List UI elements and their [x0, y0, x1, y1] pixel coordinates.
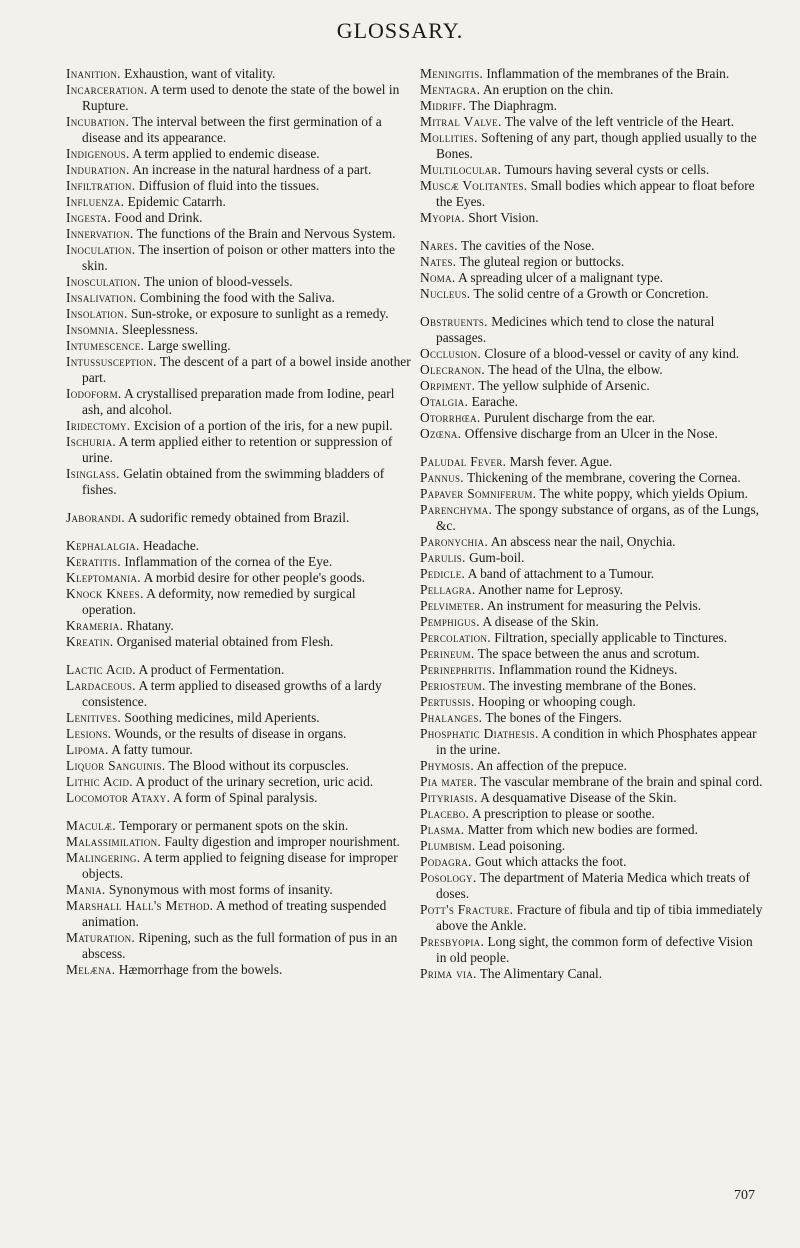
glossary-entry — [420, 394, 766, 410]
glossary-term: Incarceration. — [66, 82, 148, 97]
glossary-entry — [66, 554, 412, 570]
glossary-entry — [420, 630, 766, 646]
glossary-term: Olecranon. — [420, 362, 486, 377]
glossary-entry — [420, 694, 766, 710]
glossary-term: Paludal Fever. — [420, 454, 507, 469]
glossary-term: Mollities. — [420, 130, 478, 145]
right-column — [420, 66, 766, 982]
glossary-definition: An instrument for measuring the Pelvis. — [486, 598, 702, 613]
glossary-term: Meningitis. — [420, 66, 484, 81]
glossary-entry — [420, 346, 766, 362]
glossary-term: Maculæ. — [66, 818, 116, 833]
glossary-definition: Softening of any part, though applied usually to the Bones. — [436, 130, 757, 161]
glossary-entry — [66, 570, 412, 586]
glossary-term: Pertussis. — [420, 694, 475, 709]
glossary-definition: A morbid desire for other people's goods. — [143, 570, 366, 585]
glossary-term: Pemphigus. — [420, 614, 480, 629]
glossary-definition: An abscess near the nail, Onychia. — [490, 534, 676, 549]
glossary-term: Ozœna. — [420, 426, 462, 441]
glossary-term: Nares. — [420, 238, 458, 253]
glossary-term: Iridectomy. — [66, 418, 131, 433]
glossary-term: Myopia. — [420, 210, 465, 225]
glossary-term: Maturation. — [66, 930, 136, 945]
glossary-term: Knock Knees. — [66, 586, 144, 601]
glossary-definition: A term applied to diseased growths of a lardy consistence. — [82, 678, 382, 709]
glossary-term: Muscæ Volitantes. — [420, 178, 528, 193]
glossary-term: Obstruents. — [420, 314, 488, 329]
glossary-definition: An eruption on the chin. — [482, 82, 614, 97]
glossary-entry — [420, 178, 766, 210]
glossary-term: Insomnia. — [66, 322, 119, 337]
glossary-entry — [66, 162, 412, 178]
glossary-definition: Marsh fever. Ague. — [509, 454, 613, 469]
glossary-term: Insolation. — [66, 306, 128, 321]
glossary-definition: The interval between the first germination of a disease and its appearance. — [82, 114, 382, 145]
glossary-entry — [420, 710, 766, 726]
glossary-entry — [66, 194, 412, 210]
glossary-entry — [66, 818, 412, 834]
page-header: GLOSSARY. — [336, 18, 464, 43]
section-gap — [66, 498, 412, 510]
glossary-definition: Thickening of the membrane, covering the Cornea. — [467, 470, 741, 485]
glossary-entry — [66, 290, 412, 306]
glossary-entry — [66, 274, 412, 290]
glossary-definition: Sun-stroke, or exposure to sunlight as a remedy. — [130, 306, 389, 321]
glossary-definition: Gum-boil. — [469, 550, 525, 565]
glossary-term: Parulis. — [420, 550, 466, 565]
glossary-entry — [420, 426, 766, 442]
glossary-term: Perinephritis. — [420, 662, 496, 677]
glossary-entry — [420, 210, 766, 226]
glossary-term: Presbyopia. — [420, 934, 485, 949]
glossary-entry — [66, 466, 412, 498]
glossary-entry — [66, 434, 412, 466]
glossary-term: Multilocular. — [420, 162, 502, 177]
glossary-entry — [66, 850, 412, 882]
glossary-term: Kephalalgia. — [66, 538, 140, 553]
glossary-term: Pott's Fracture. — [420, 902, 514, 917]
glossary-entry — [420, 966, 766, 982]
glossary-term: Noma. — [420, 270, 456, 285]
glossary-entry — [66, 962, 412, 978]
glossary-entry — [420, 902, 766, 934]
glossary-entry — [66, 538, 412, 554]
glossary-entry — [420, 726, 766, 758]
glossary-definition: A term applied either to retention or suppression of urine. — [82, 434, 393, 465]
glossary-definition: A desquamative Disease of the Skin. — [480, 790, 677, 805]
glossary-entry — [420, 582, 766, 598]
glossary-term: Inoculation. — [66, 242, 136, 257]
glossary-entry — [420, 790, 766, 806]
glossary-definition: An affection of the prepuce. — [476, 758, 627, 773]
glossary-entry — [420, 822, 766, 838]
glossary-term: Malingering. — [66, 850, 141, 865]
section-gap — [420, 226, 766, 238]
glossary-term: Pannus. — [420, 470, 464, 485]
glossary-definition: The union of blood-vessels. — [143, 274, 293, 289]
glossary-definition: Medicines which tend to close the natural passages. — [436, 314, 715, 345]
glossary-definition: A sudorific remedy obtained from Brazil. — [127, 510, 350, 525]
glossary-definition: A prescription to please or soothe. — [471, 806, 655, 821]
glossary-term: Incubation. — [66, 114, 130, 129]
glossary-entry — [66, 146, 412, 162]
glossary-term: Mentagra. — [420, 82, 481, 97]
glossary-entry — [66, 774, 412, 790]
glossary-term: Pedicle. — [420, 566, 466, 581]
glossary-definition: The Diaphragm. — [469, 98, 558, 113]
glossary-term: Indigenous. — [66, 146, 130, 161]
glossary-definition: The department of Materia Medica which treats of doses. — [436, 870, 750, 901]
glossary-definition: Long sight, the common form of defective Vision in old people. — [436, 934, 753, 965]
glossary-entry — [420, 162, 766, 178]
section-gap — [66, 806, 412, 818]
glossary-entry — [66, 114, 412, 146]
glossary-entry — [420, 254, 766, 270]
glossary-entry — [66, 338, 412, 354]
glossary-definition: Organised material obtained from Flesh. — [116, 634, 334, 649]
glossary-definition: A fatty tumour. — [111, 742, 193, 757]
glossary-term: Orpiment. — [420, 378, 476, 393]
glossary-definition: Ripening, such as the full formation of pus in an abscess. — [82, 930, 398, 961]
glossary-term: Percolation. — [420, 630, 491, 645]
glossary-entry — [420, 614, 766, 630]
glossary-entry — [420, 286, 766, 302]
glossary-entry — [66, 634, 412, 650]
glossary-term: Podagra. — [420, 854, 472, 869]
glossary-entry — [420, 454, 766, 470]
glossary-entry — [420, 362, 766, 378]
glossary-definition: Inflammation round the Kidneys. — [498, 662, 678, 677]
glossary-entry — [66, 306, 412, 322]
glossary-definition: Wounds, or the results of disease in organs. — [114, 726, 347, 741]
glossary-term: Krameria. — [66, 618, 124, 633]
glossary-entry — [420, 502, 766, 534]
glossary-definition: Purulent discharge from the ear. — [483, 410, 656, 425]
glossary-definition: A method of treating suspended animation. — [82, 898, 387, 929]
glossary-definition: The cavities of the Nose. — [460, 238, 595, 253]
glossary-term: Otorrhœa. — [420, 410, 481, 425]
glossary-definition: The yellow sulphide of Arsenic. — [478, 378, 650, 393]
glossary-term: Plasma. — [420, 822, 465, 837]
glossary-definition: An increase in the natural hardness of a part. — [132, 162, 372, 177]
glossary-entry — [66, 82, 412, 114]
glossary-entry — [66, 882, 412, 898]
glossary-entry — [66, 322, 412, 338]
section-gap — [420, 302, 766, 314]
glossary-entry — [420, 270, 766, 286]
glossary-term: Lithic Acid. — [66, 774, 133, 789]
glossary-entry — [66, 662, 412, 678]
glossary-definition: Food and Drink. — [114, 210, 203, 225]
glossary-entry — [66, 834, 412, 850]
glossary-entry — [66, 726, 412, 742]
glossary-term: Nucleus. — [420, 286, 471, 301]
glossary-definition: Synonymous with most forms of insanity. — [108, 882, 333, 897]
glossary-definition: Short Vision. — [468, 210, 539, 225]
glossary-entry — [420, 378, 766, 394]
glossary-entry — [66, 210, 412, 226]
glossary-definition: Temporary or permanent spots on the skin. — [118, 818, 349, 833]
glossary-definition: Large swelling. — [147, 338, 231, 353]
glossary-term: Phalanges. — [420, 710, 483, 725]
glossary-term: Paronychia. — [420, 534, 489, 549]
glossary-term: Ingesta. — [66, 210, 111, 225]
glossary-term: Midriff. — [420, 98, 467, 113]
glossary-entry — [420, 410, 766, 426]
glossary-definition: Offensive discharge from an Ulcer in the Nose. — [464, 426, 718, 441]
glossary-entry — [420, 238, 766, 254]
glossary-term: Lardaceous. — [66, 678, 136, 693]
glossary-definition: The white poppy, which yields Opium. — [539, 486, 748, 501]
glossary-term: Inanition. — [66, 66, 121, 81]
glossary-definition: A term applied to feigning disease for improper objects. — [82, 850, 398, 881]
glossary-term: Locomotor Ataxy. — [66, 790, 171, 805]
glossary-entry — [66, 742, 412, 758]
glossary-term: Isinglass. — [66, 466, 120, 481]
glossary-definition: Epidemic Catarrh. — [127, 194, 226, 209]
glossary-term: Otalgia. — [420, 394, 469, 409]
glossary-entry — [66, 226, 412, 242]
glossary-definition: Another name for Leprosy. — [478, 582, 623, 597]
glossary-term: Pia mater. — [420, 774, 478, 789]
glossary-entry — [66, 418, 412, 434]
glossary-entry — [420, 662, 766, 678]
glossary-definition: The investing membrane of the Bones. — [488, 678, 697, 693]
glossary-entry — [420, 534, 766, 550]
glossary-term: Kleptomania. — [66, 570, 141, 585]
glossary-term: Placebo. — [420, 806, 470, 821]
glossary-definition: The solid centre of a Growth or Concretion. — [473, 286, 709, 301]
glossary-definition: Excision of a portion of the iris, for a new pupil. — [133, 418, 393, 433]
glossary-entry — [420, 838, 766, 854]
glossary-term: Nates. — [420, 254, 457, 269]
glossary-term: Insalivation. — [66, 290, 137, 305]
glossary-term: Induration. — [66, 162, 130, 177]
glossary-definition: A product of Fermentation. — [138, 662, 285, 677]
glossary-term: Influenza. — [66, 194, 125, 209]
glossary-entry — [420, 806, 766, 822]
glossary-definition: Matter from which new bodies are formed. — [467, 822, 698, 837]
glossary-definition: Small bodies which appear to float before the Eyes. — [436, 178, 755, 209]
glossary-entry — [66, 586, 412, 618]
glossary-entry — [66, 790, 412, 806]
glossary-definition: Diffusion of fluid into the tissues. — [138, 178, 320, 193]
glossary-entry — [420, 98, 766, 114]
glossary-term: Intussusception. — [66, 354, 157, 369]
glossary-entry — [420, 314, 766, 346]
glossary-entry — [66, 386, 412, 418]
glossary-definition: The space between the anus and scrotum. — [477, 646, 700, 661]
glossary-entry — [66, 242, 412, 274]
glossary-term: Lactic Acid. — [66, 662, 136, 677]
glossary-term: Liquor Sanguinis. — [66, 758, 166, 773]
glossary-definition: A term used to denote the state of the bowel in Rupture. — [82, 82, 400, 113]
glossary-entry — [66, 898, 412, 930]
glossary-term: Pityriasis. — [420, 790, 478, 805]
glossary-definition: The gluteal region or buttocks. — [459, 254, 625, 269]
glossary-term: Innervation. — [66, 226, 134, 241]
glossary-entry — [420, 854, 766, 870]
glossary-entry — [420, 598, 766, 614]
glossary-term: Plumbism. — [420, 838, 476, 853]
section-gap — [66, 526, 412, 538]
glossary-term: Jaborandi. — [66, 510, 126, 525]
glossary-entry — [420, 646, 766, 662]
glossary-definition: Sleeplessness. — [121, 322, 199, 337]
glossary-term: Parenchyma. — [420, 502, 493, 517]
glossary-entry — [66, 66, 412, 82]
glossary-entry — [420, 66, 766, 82]
glossary-term: Pellagra. — [420, 582, 476, 597]
glossary-definition: Faulty digestion and improper nourishment. — [164, 834, 400, 849]
glossary-term: Phosphatic Diathesis. — [420, 726, 539, 741]
glossary-entry — [420, 566, 766, 582]
glossary-definition: A deformity, now remedied by surgical operation. — [82, 586, 356, 617]
glossary-definition: A term applied to endemic disease. — [132, 146, 320, 161]
glossary-definition: Headache. — [142, 538, 200, 553]
glossary-definition: The Blood without its corpuscles. — [168, 758, 349, 773]
glossary-definition: Closure of a blood-vessel or cavity of any kind. — [484, 346, 740, 361]
glossary-entry — [66, 758, 412, 774]
glossary-term: Kreatin. — [66, 634, 114, 649]
glossary-definition: A product of the urinary secretion, uric acid. — [135, 774, 374, 789]
glossary-term: Mitral Valve. — [420, 114, 502, 129]
glossary-entry — [66, 618, 412, 634]
glossary-definition: Gout which attacks the foot. — [475, 854, 627, 869]
glossary-definition: Hooping or whooping cough. — [478, 694, 636, 709]
glossary-term: Pelvimeter. — [420, 598, 485, 613]
glossary-entry — [420, 678, 766, 694]
glossary-definition: Tumours having several cysts or cells. — [504, 162, 710, 177]
glossary-entry — [420, 82, 766, 98]
glossary-definition: The spongy substance of organs, as of the Lungs, &c. — [436, 502, 760, 533]
left-column — [66, 66, 412, 978]
glossary-term: Prima via. — [420, 966, 477, 981]
glossary-definition: Hæmorrhage from the bowels. — [118, 962, 283, 977]
glossary-term: Perineum. — [420, 646, 475, 661]
glossary-term: Posology. — [420, 870, 477, 885]
glossary-definition: The vascular membrane of the brain and spinal cord. — [480, 774, 763, 789]
glossary-term: Periosteum. — [420, 678, 486, 693]
glossary-entry — [66, 178, 412, 194]
glossary-definition: A band of attachment to a Tumour. — [467, 566, 655, 581]
glossary-definition: Lead poisoning. — [478, 838, 566, 853]
glossary-definition: A form of Spinal paralysis. — [172, 790, 318, 805]
glossary-definition: Inflammation of the cornea of the Eye. — [124, 554, 333, 569]
glossary-entry — [420, 486, 766, 502]
glossary-term: Lenitives. — [66, 710, 122, 725]
glossary-entry — [420, 550, 766, 566]
glossary-entry — [420, 114, 766, 130]
glossary-definition: The insertion of poison or other matters into the skin. — [82, 242, 396, 273]
glossary-definition: The head of the Ulna, the elbow. — [488, 362, 663, 377]
glossary-definition: A spreading ulcer of a malignant type. — [458, 270, 664, 285]
glossary-definition: The valve of the left ventricle of the Heart. — [504, 114, 735, 129]
glossary-term: Papaver Somniferum. — [420, 486, 537, 501]
page-number: 707 — [734, 1188, 755, 1203]
glossary-entry — [420, 758, 766, 774]
glossary-term: Lipoma. — [66, 742, 109, 757]
glossary-definition: Soothing medicines, mild Aperients. — [124, 710, 320, 725]
glossary-term: Infiltration. — [66, 178, 136, 193]
glossary-definition: The bones of the Fingers. — [485, 710, 622, 725]
glossary-definition: Earache. — [471, 394, 519, 409]
glossary-term: Lesions. — [66, 726, 112, 741]
glossary-entry — [420, 934, 766, 966]
glossary-term: Intumescence. — [66, 338, 145, 353]
glossary-definition: Rhatany. — [126, 618, 174, 633]
glossary-term: Marshall Hall's Method. — [66, 898, 214, 913]
glossary-term: Melæna. — [66, 962, 116, 977]
glossary-definition: The Alimentary Canal. — [479, 966, 603, 981]
glossary-entry — [66, 678, 412, 710]
glossary-entry — [420, 774, 766, 790]
glossary-entry — [420, 870, 766, 902]
section-gap — [420, 442, 766, 454]
section-gap — [66, 650, 412, 662]
glossary-term: Occlusion. — [420, 346, 482, 361]
glossary-definition: The descent of a part of a bowel inside another part. — [82, 354, 411, 385]
glossary-entry — [66, 930, 412, 962]
glossary-definition: A condition in which Phosphates appear in the urine. — [436, 726, 757, 757]
glossary-definition: The functions of the Brain and Nervous System. — [136, 226, 396, 241]
glossary-term: Phymosis. — [420, 758, 475, 773]
glossary-term: Mania. — [66, 882, 106, 897]
glossary-entry — [66, 510, 412, 526]
glossary-term: Keratitis. — [66, 554, 122, 569]
glossary-entry — [420, 470, 766, 486]
glossary-term: Iodoform. — [66, 386, 122, 401]
glossary-definition: Exhaustion, want of vitality. — [124, 66, 276, 81]
glossary-term: Ischuria. — [66, 434, 117, 449]
glossary-definition: Inflammation of the membranes of the Brain. — [486, 66, 730, 81]
glossary-definition: Filtration, specially applicable to Tinctures. — [494, 630, 728, 645]
glossary-entry — [66, 354, 412, 386]
glossary-definition: A crystallised preparation made from Iodine, pearl ash, and alcohol. — [82, 386, 395, 417]
glossary-entry — [66, 710, 412, 726]
glossary-definition: Gelatin obtained from the swimming bladders of fishes. — [82, 466, 385, 497]
glossary-term: Inosculation. — [66, 274, 141, 289]
glossary-definition: A disease of the Skin. — [482, 614, 599, 629]
glossary-entry — [420, 130, 766, 162]
glossary-definition: Fracture of fibula and tip of tibia immediately above the Ankle. — [436, 902, 763, 933]
glossary-definition: Combining the food with the Saliva. — [139, 290, 335, 305]
glossary-term: Malassimilation. — [66, 834, 162, 849]
